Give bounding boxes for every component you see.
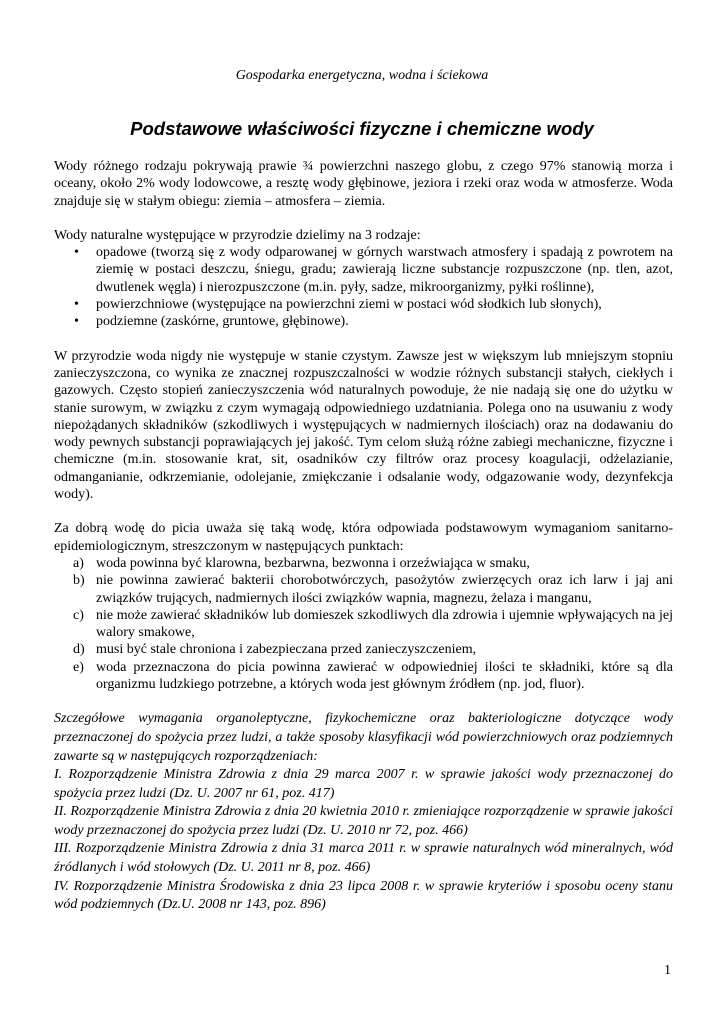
water-types-list bbox=[54, 244, 673, 330]
list-item bbox=[54, 555, 673, 572]
regulations-section bbox=[54, 710, 673, 915]
list-item bbox=[54, 641, 673, 658]
list-marker: c) bbox=[73, 607, 84, 623]
document-body bbox=[54, 158, 673, 915]
list-item-text: opadowe (tworzą się z wody odparowanej w górnych warstwach atmosfery i spadają z powrotem na ziemię w postaci deszczu, śniegu, gradu; zawierają liczne substancje rozpuszczone (np. tlen, azot, dwutlenek węgla) i nierozpuszczone (m.in. pyły, sadze, mikroorganizmy, pyłki roślinne), bbox=[96, 245, 673, 295]
list-marker: d) bbox=[73, 642, 85, 658]
bullet-icon: • bbox=[74, 314, 79, 330]
paragraph-purification: W przyrodzie woda nigdy nie występuje w stanie czystym. Zawsze jest w większym lub mniejszym stopniu zanieczyszczona, co wynika ze znacznej rozpuszczalności w wodzie różnych substancji stałych, ciekłych i gazowych. Często stopień zanieczyszczenia wód naturalnych powoduje, że nie nadają się one do użytku w stanie surowym, w związku z czym wymagają odpowiedniego uzdatniania. Polega ono na usuwaniu z wody niepożądanych składników (szkodliwych i występujących w nadmiernych ilościach) oraz na dodawaniu do wody pewnych substancji poprawiających jej jakość. Tym celom służą różne zabiegi mechaniczne, fizyczne i chemiczne (m.in. stosowanie krat, sit, osadników czy filtrów oraz procesy koagulacji, odżelazianie, odmanganianie, odkrzemianie, odolejanie, zmiękczanie i odsalanie wody, odgazowanie wody, dezynfekcja wody). bbox=[54, 348, 673, 503]
regulation-item: II. Rozporządzenie Ministra Zdrowia z dnia 20 kwietnia 2010 r. zmieniające rozporządzenie w sprawie jakości wody przeznaczonej do spożycia przez ludzi (Dz. U. 2010 nr 72, poz. 466) bbox=[54, 804, 673, 838]
paragraph-intro: Wody różnego rodzaju pokrywają prawie ¾ powierzchni naszego globu, z czego 97% stanowią morza i oceany, około 2% wody lodowcowe, a resztę wody głębinowe, jeziora i rzeki oraz woda w atmosferze. Woda znajduje się w stałym obiegu: ziemia – atmosfera – ziemia. bbox=[54, 159, 673, 209]
paragraph-drinking-water-intro: Za dobrą wodę do picia uważa się taką wodę, która odpowiada podstawowym wymaganiom sanitarno-epidemiologicznym, streszczonym w następujących punktach: bbox=[54, 521, 673, 554]
regulation-item: IV. Rozporządzenie Ministra Środowiska z dnia 23 lipca 2008 r. w sprawie kryteriów i sposobu oceny stanu wód podziemnych (Dz.U. 2008 nr 143, poz. 896) bbox=[54, 878, 673, 913]
list-item-text: powierzchniowe (występujące na powierzchni ziemi w postaci wód słodkich lub słonych), bbox=[96, 297, 602, 313]
requirements-list bbox=[54, 555, 673, 693]
list-item-text: nie może zawierać składników lub domieszek szkodliwych dla zdrowia i ujemnie wpływających na jej walory smakowe, bbox=[96, 607, 673, 641]
list-marker: b) bbox=[73, 573, 85, 589]
list-item bbox=[54, 296, 673, 313]
list-item bbox=[54, 244, 673, 296]
list-marker: e) bbox=[73, 659, 84, 675]
regulation-item: I. Rozporządzenie Ministra Zdrowia z dnia 29 marca 2007 r. w sprawie jakości wody przeznaczonej do spożycia przez ludzi (Dz. U. 2007 nr 61, poz. 417) bbox=[54, 767, 673, 801]
list-marker: a) bbox=[73, 555, 84, 571]
bullet-icon: • bbox=[74, 245, 79, 261]
list-item-text: nie powinna zawierać bakterii chorobotwórczych, pasożytów zwierzęcych oraz ich larw i jaj ani związków trujących, nadmiernych ilości związków wapnia, magnezu, żelaza i manganu, bbox=[96, 573, 673, 606]
paragraph-water-types-intro: Wody naturalne występujące w przyrodzie dzielimy na 3 rodzaje: bbox=[54, 227, 421, 243]
regulations-intro: Szczegółowe wymagania organoleptyczne, fizykochemiczne oraz bakteriologiczne dotyczące wody przeznaczonej do spożycia przez ludzi, a także sposoby klasyfikacji wód powierzchniowych oraz podziemnych zawarte są w następujących rozporządzeniach: bbox=[54, 711, 673, 764]
bullet-icon: • bbox=[74, 297, 79, 313]
running-header: Gospodarka energetyczna, wodna i ściekowa bbox=[235, 68, 489, 83]
list-item bbox=[54, 659, 673, 694]
page-number: 1 bbox=[664, 963, 671, 978]
list-item bbox=[54, 572, 673, 607]
list-item-text: woda przeznaczona do picia powinna zawierać w odpowiedniej ilości te składniki, które są dla organizmu ludzkiego potrzebne, a których woda jest głównym źródłem (np. jod, fluor). bbox=[96, 659, 673, 693]
regulation-item: III. Rozporządzenie Ministra Zdrowia z dnia 31 marca 2011 r. w sprawie naturalnych wód mineralnych, wód źródlanych i wód stołowych (Dz. U. 2011 nr 8, poz. 466) bbox=[54, 841, 673, 876]
page-title: Podstawowe właściwości fizyczne i chemiczne wody bbox=[130, 118, 594, 139]
list-item bbox=[54, 607, 673, 642]
list-item bbox=[54, 313, 673, 330]
list-item-text: woda powinna być klarowna, bezbarwna, bezwonna i orzeźwiająca w smaku, bbox=[96, 555, 530, 571]
list-item-text: podziemne (zaskórne, gruntowe, głębinowe). bbox=[96, 314, 349, 330]
list-item-text: musi być stale chroniona i zabezpieczana przed zanieczyszczeniem, bbox=[96, 642, 477, 658]
